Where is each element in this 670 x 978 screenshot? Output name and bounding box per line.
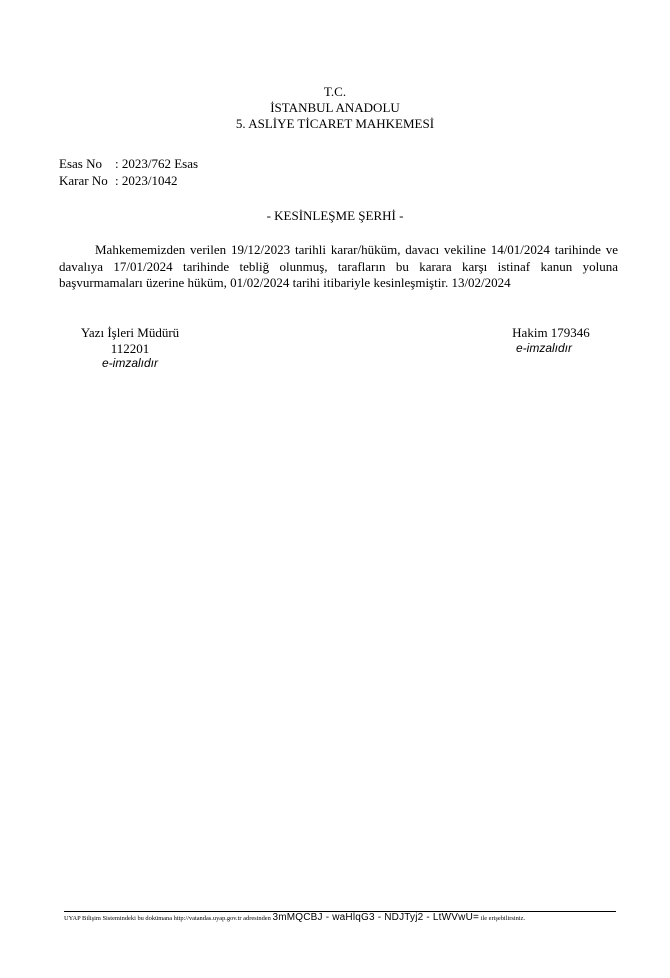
esas-value: : 2023/762 Esas: [115, 156, 199, 171]
karar-value: : 2023/1042: [115, 173, 178, 188]
header-court-name: 5. ASLİYE TİCARET MAHKEMESİ: [235, 116, 435, 131]
clerk-title: Yazı İşleri Müdürü: [80, 325, 180, 340]
judge-signature-block: [495, 325, 607, 356]
karar-row: [59, 172, 198, 189]
esas-label: Esas No: [59, 156, 102, 171]
footer-verification-code: 3mMQCBJ - waHlqG3 - NDJTyj2 - LtWVwU=: [272, 912, 480, 923]
clerk-signature-block: [66, 325, 194, 372]
clerk-esignature: e-imzalıdır: [101, 356, 158, 370]
clerk-id: 112201: [110, 340, 150, 356]
court-header: [0, 84, 670, 132]
judge-esignature: e-imzalıdır: [515, 340, 572, 355]
case-references: [59, 155, 198, 189]
karar-label: Karar No: [59, 173, 108, 188]
footer-suffix: ile erişebilirsiniz.: [480, 915, 526, 922]
header-city: İSTANBUL ANADOLU: [270, 100, 400, 115]
judge-title: Hakim 179346: [512, 325, 590, 340]
footer-prefix: UYAP Bilişim Sistemindeki bu dokümana http://vatandas.uyap.gov.tr adresinden: [64, 915, 271, 922]
header-tc: T.C.: [323, 84, 347, 99]
footer-notice: [64, 913, 616, 924]
body-paragraph: Mahkememizden verilen 19/12/2023 tarihli karar/hüküm, davacı vekiline 14/01/2024 tarihinde ve davalıya 17/01/2024 tarihinde tebliğ olunmuş, tarafların bu karara karşı istinaf kanun yoluna başvurmamaları üzerine hüküm, 01/02/2024 tarihi itibariyle kesinleşmiştir. 13/02/2024: [59, 242, 618, 290]
esas-row: [59, 155, 198, 172]
section-title: - KESİNLEŞME ŞERHİ -: [266, 208, 404, 223]
